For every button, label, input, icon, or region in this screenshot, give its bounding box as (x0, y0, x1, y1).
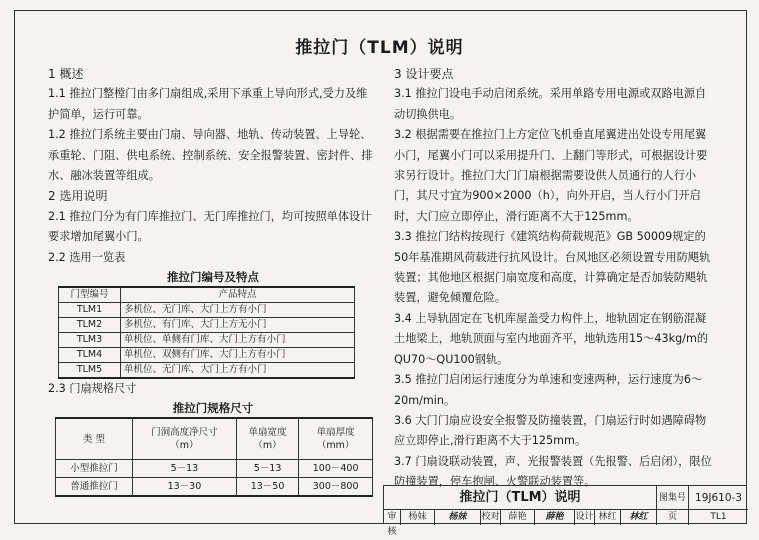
table1-feature-cell: 多机位、无门库、大门上方有小门 (121, 303, 355, 318)
table1-caption: 推拉门编号及特点 (167, 270, 259, 285)
table2-cell: 5－13 (133, 460, 237, 478)
table1-code-cell: TLM5 (59, 363, 121, 379)
para-2-2: 2.2 选用一览表 (48, 250, 126, 264)
door-size-table (55, 417, 373, 497)
reviewed-label: 审核 (384, 510, 401, 525)
checked-label: 校对 (481, 510, 501, 525)
table1-code-cell: TLM1 (59, 303, 121, 318)
table1-feature-cell: 单机位、双侧有门库、大门上方有小门 (121, 348, 355, 363)
table-row (59, 363, 355, 379)
para-3-1: 3.1 推拉门设电手动启闭系统。采用单路专用电源或双路电源自动切换供电。 (394, 87, 707, 121)
reviewed-name: 杨妹 (401, 510, 435, 525)
designed-signature: 林红 (621, 510, 657, 525)
title-block (383, 485, 747, 537)
designed-label: 设计 (575, 510, 595, 525)
table-row (56, 478, 373, 497)
table2-cell: 100－400 (299, 460, 373, 478)
table-row (59, 318, 355, 333)
para-3-7: 3.7 门扇设联动装置，声、光报警装置（先报警、后启闭），限位防撞装置，停车抱闸、火警联动装置等。 (394, 454, 712, 489)
table1-code-cell: TLM2 (59, 318, 121, 333)
table2-caption: 推拉门规格尺寸 (172, 401, 254, 416)
table2-cell: 300－800 (299, 478, 373, 497)
table-row (59, 303, 355, 318)
table1-header-code: 门型编号 (59, 287, 121, 303)
designed-name: 林红 (595, 510, 621, 525)
checked-signature: 薛艳 (535, 510, 575, 525)
page-label: 页 (657, 510, 689, 525)
table2-cell: 5－13 (236, 460, 298, 478)
table2-header-width: 单扇宽度 （m） (236, 418, 298, 460)
table2-header-thickness: 单扇厚度 （mm） (299, 418, 373, 460)
para-3-5: 3.5 推拉门启闭运行速度分为单速和变速两种，运行速度为6～20m/min。 (394, 373, 703, 407)
table1-feature-cell: 多机位、有门库、大门上方无小门 (121, 318, 355, 333)
section-1-heading: 1 概述 (48, 67, 84, 81)
left-column (48, 64, 378, 497)
para-1-1: 1.1 推拉门整樘门由多门扇组成,采用下承重上导向形式,受力及维护简单，运行可靠。 (48, 87, 368, 121)
titleblock-title: 推拉门（TLM）说明 (384, 486, 657, 510)
para-3-4: 3.4 上导轨固定在飞机库屋盖受力构件上，地轨固定在钢筋混凝土地梁上，地轨顶面与室内地面齐平，地轨选用15～43kg/m的QU70～QU100钢轨。 (394, 311, 709, 366)
table-row (56, 460, 373, 478)
table-row (59, 348, 355, 363)
right-column (394, 64, 716, 493)
table1-feature-cell: 单机位、无门库、大门上方有小门 (121, 363, 355, 379)
page-number: TL1 (710, 512, 727, 522)
para-2-1: 2.1 推拉门分为有门库推拉门、无门库推拉门，均可按照单体设计要求增加尾翼小门。 (48, 209, 372, 244)
para-1-2: 1.2 推拉门系统主要由门扇、导向器、地轨、传动装置、上导轮、承重轮、门阻、供电系统、控制系统、安全报警装置、密封件、排水、融冰装置等组成。 (48, 128, 373, 183)
reviewed-signature: 杨妹 (435, 510, 481, 525)
table2-cell: 小型推拉门 (56, 460, 133, 478)
door-type-table (58, 286, 355, 379)
table1-code-cell: TLM4 (59, 348, 121, 363)
section-3-heading: 3 设计要点 (394, 67, 454, 81)
atlas-label: 图集号 (657, 486, 689, 510)
table2-cell: 13－30 (133, 478, 237, 497)
table-row (59, 333, 355, 348)
table2-cell: 普通推拉门 (56, 478, 133, 497)
para-3-2: 3.2 根据需要在推拉门上方定位飞机垂直尾翼进出处设专用尾翼小门，尾翼小门可以采用提升门、上翻门等形式，可根据设计要求另行设计。推拉门大门门扇根据需要设供人员通行的人行小门，其尺寸宜为900×2000（h），向外开启，当人行小门开启时，大门应立即停止，滑行距离不大于125mm。 (394, 128, 708, 223)
table2-header-type: 类 型 (56, 418, 133, 460)
table1-code-cell: TLM3 (59, 333, 121, 348)
table1-header-feature: 产品特点 (121, 287, 355, 303)
para-3-3: 3.3 推拉门结构按现行《建筑结构荷载规范》GB 50009规定的50年基准期风荷载进行抗风设计。台风地区必须设置专用防飓轨装置；其他地区根据门扇宽度和高度，计算确定是否加装防飓轨装置，避免倾覆危险。 (394, 230, 711, 305)
para-2-3: 2.3 门扇规格尺寸 (48, 382, 137, 396)
table2-header-height: 门洞高度净尺寸 （m） (133, 418, 237, 460)
para-3-6: 3.6 大门门扇应设安全报警及防撞装置，门扇运行时如遇障碍物应立即停止,滑行距离不大于125mm。 (394, 413, 707, 448)
atlas-number: 19J610-3 (689, 486, 748, 510)
table1-feature-cell: 单机位、单侧有门库、大门上方有小门 (121, 333, 355, 348)
checked-name: 薛艳 (501, 510, 535, 525)
section-2-heading: 2 选用说明 (48, 189, 108, 204)
page-title: 推拉门（TLM）说明 (295, 38, 464, 58)
table2-cell: 13－50 (236, 478, 298, 497)
